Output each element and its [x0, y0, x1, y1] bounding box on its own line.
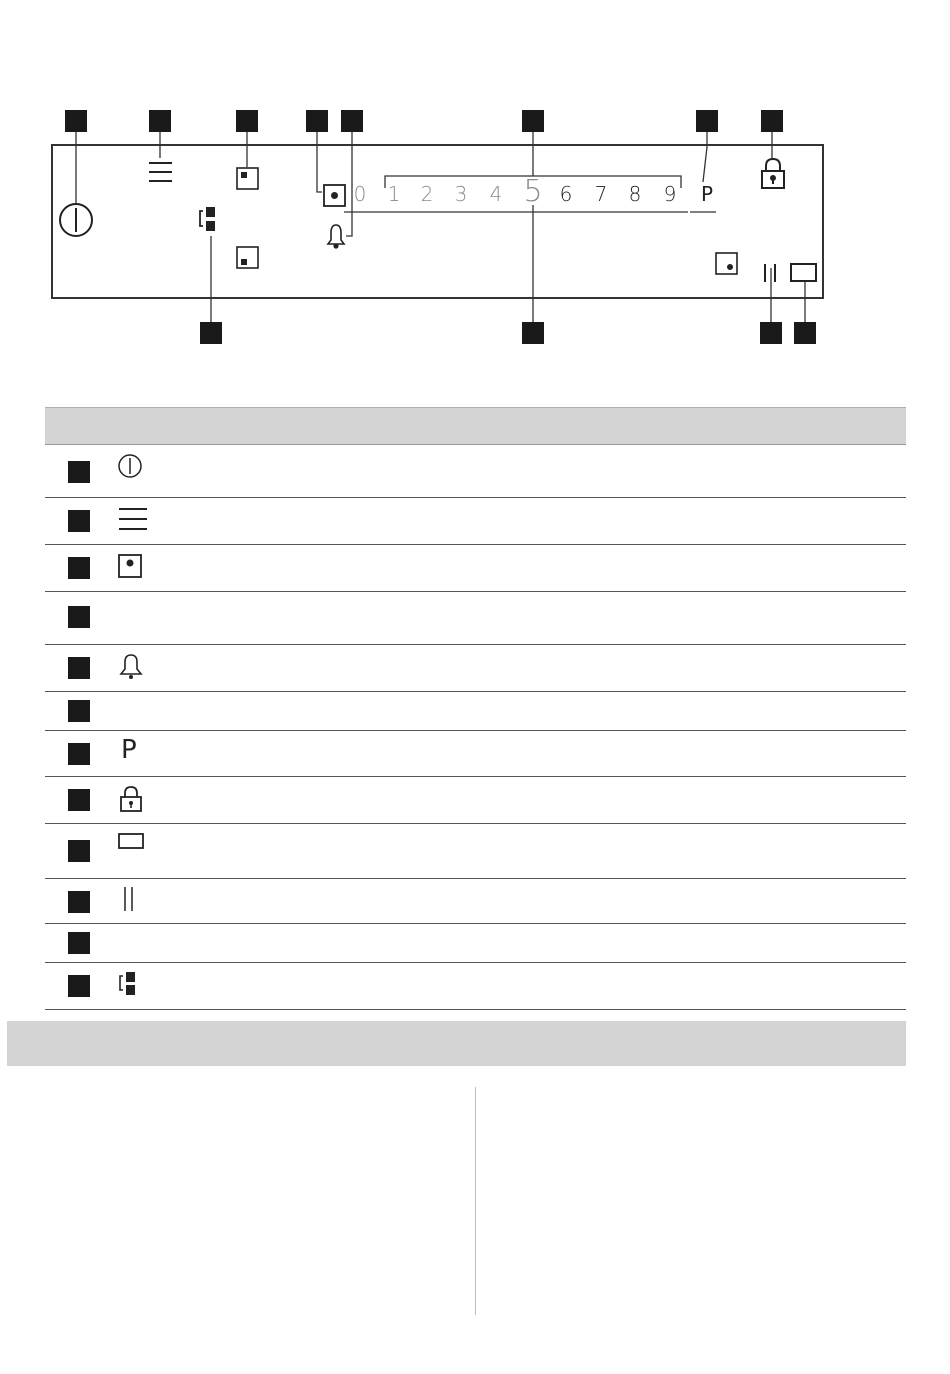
section-header-bar: [7, 1021, 906, 1066]
power-boost-symbol: P: [121, 735, 137, 765]
callout-marker: [65, 110, 87, 132]
scale-digit-2: 2: [420, 182, 434, 206]
callout-marker: [522, 322, 544, 344]
row-marker: [68, 606, 90, 628]
menu-icon: [149, 163, 172, 181]
table-row: [45, 879, 906, 924]
table-header: [45, 407, 906, 445]
row-marker: [68, 557, 90, 579]
row-marker: [68, 891, 90, 913]
cookware-icon: [117, 832, 147, 852]
panel-frame: [52, 145, 823, 298]
scale-digit-0: 0: [353, 182, 367, 206]
rear-zone-icon: [237, 168, 258, 189]
callout-marker: [794, 322, 816, 344]
right-zone-icon: [716, 253, 737, 274]
table-row: [45, 498, 906, 545]
row-marker: [68, 789, 90, 811]
callout-marker: [760, 322, 782, 344]
callout-marker: [522, 110, 544, 132]
table-row: [45, 963, 906, 1010]
lock-icon: [762, 159, 784, 188]
callout-marker: [306, 110, 328, 132]
power-icon: [117, 453, 143, 479]
scale-digit-4: 4: [489, 182, 503, 206]
callout-lines: [76, 132, 805, 322]
row-marker: [68, 975, 90, 997]
power-icon: [60, 204, 92, 236]
lock-icon: [117, 785, 145, 815]
table-row: [45, 924, 906, 963]
bridge-icon: [117, 971, 143, 1001]
row-marker: [68, 510, 90, 532]
table-row: [45, 545, 906, 592]
table-row: [45, 692, 906, 731]
row-marker: [68, 657, 90, 679]
column-divider: [475, 1087, 476, 1315]
table-row: [45, 777, 906, 824]
pause-icon: [117, 885, 141, 915]
table-row: [45, 445, 906, 498]
row-marker: [68, 932, 90, 954]
zone-selected-icon: [117, 553, 145, 581]
callout-marker: [761, 110, 783, 132]
control-panel-diagram: [0, 0, 950, 384]
table-row: [45, 824, 906, 879]
timer-bell-icon: [117, 653, 145, 683]
pause-icon: [765, 264, 775, 282]
callout-marker: [341, 110, 363, 132]
row-marker: [68, 743, 90, 765]
timer-bell-icon: [328, 225, 344, 248]
front-zone-icon: [237, 247, 258, 268]
scale-digit-5: 5: [523, 174, 543, 209]
callout-marker: [696, 110, 718, 132]
cookware-icon: [791, 264, 816, 281]
bridge-icon: [200, 207, 215, 231]
row-marker: [68, 840, 90, 862]
table-row: [45, 645, 906, 692]
scale-digit-7: 7: [594, 182, 608, 206]
scale-digit-9: 9: [663, 182, 677, 206]
scale-digit-6: 6: [559, 182, 573, 206]
scale-digit-1: 1: [387, 182, 401, 206]
menu-icon: [117, 506, 149, 536]
table-row: [45, 731, 906, 777]
row-marker: [68, 461, 90, 483]
scale-digit-3: 3: [454, 182, 468, 206]
legend-table: [45, 407, 906, 1010]
power-boost-label: P: [700, 182, 714, 206]
callout-marker: [149, 110, 171, 132]
callout-marker: [200, 322, 222, 344]
zone-selected-icon: [324, 185, 345, 206]
row-marker: [68, 700, 90, 722]
scale-digit-8: 8: [628, 182, 642, 206]
callout-marker: [236, 110, 258, 132]
table-row: [45, 592, 906, 645]
